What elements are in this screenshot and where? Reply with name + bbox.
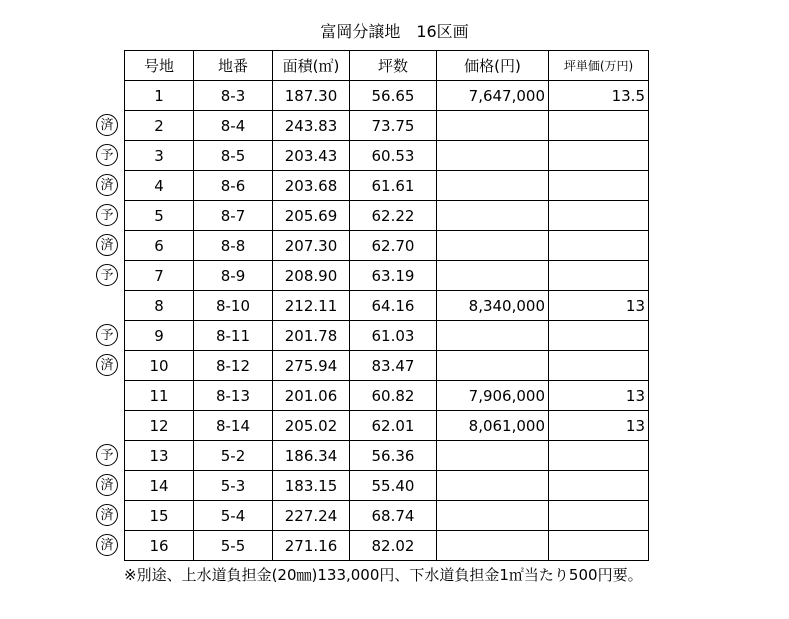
cell-price xyxy=(437,111,549,141)
cell-tsubo: 62.70 xyxy=(350,231,437,261)
cell-price: 8,061,000 xyxy=(437,411,549,441)
cell-tsubo: 63.19 xyxy=(350,261,437,291)
cell-unit-price xyxy=(549,471,649,501)
reserved-mark: 予 xyxy=(96,264,118,286)
sold-mark: 済 xyxy=(96,174,118,196)
cell-lot-number: 15 xyxy=(125,501,194,531)
cell-area: 271.16 xyxy=(273,531,350,561)
cell-unit-price: 13 xyxy=(549,411,649,441)
cell-tsubo: 68.74 xyxy=(350,501,437,531)
status-mark-cell xyxy=(92,80,122,110)
cell-parcel-number: 5-4 xyxy=(194,501,273,531)
cell-unit-price xyxy=(549,111,649,141)
cell-parcel-number: 8-3 xyxy=(194,81,273,111)
cell-lot-number: 14 xyxy=(125,471,194,501)
cell-parcel-number: 8-13 xyxy=(194,381,273,411)
cell-tsubo: 60.82 xyxy=(350,381,437,411)
cell-tsubo: 61.61 xyxy=(350,171,437,201)
cell-parcel-number: 8-11 xyxy=(194,321,273,351)
status-mark-cell xyxy=(92,500,122,530)
table-row xyxy=(125,291,649,321)
cell-unit-price xyxy=(549,261,649,291)
table-row xyxy=(125,531,649,561)
cell-price xyxy=(437,351,549,381)
cell-parcel-number: 8-5 xyxy=(194,141,273,171)
cell-unit-price: 13.5 xyxy=(549,81,649,111)
cell-unit-price xyxy=(549,441,649,471)
cell-price xyxy=(437,171,549,201)
cell-area: 205.69 xyxy=(273,201,350,231)
header-area: 面積(㎡) xyxy=(273,51,350,81)
cell-unit-price: 13 xyxy=(549,381,649,411)
status-mark-cell xyxy=(92,290,122,320)
reserved-mark: 予 xyxy=(96,444,118,466)
cell-area: 183.15 xyxy=(273,471,350,501)
cell-unit-price xyxy=(549,231,649,261)
table-row xyxy=(125,501,649,531)
cell-price xyxy=(437,441,549,471)
cell-unit-price xyxy=(549,171,649,201)
header-lot-number: 号地 xyxy=(125,51,194,81)
lot-table-body xyxy=(125,81,649,561)
header-row xyxy=(125,51,649,81)
cell-tsubo: 83.47 xyxy=(350,351,437,381)
table-row xyxy=(125,471,649,501)
reserved-mark: 予 xyxy=(96,324,118,346)
cell-parcel-number: 8-9 xyxy=(194,261,273,291)
cell-area: 186.34 xyxy=(273,441,350,471)
cell-price xyxy=(437,321,549,351)
table-row xyxy=(125,441,649,471)
sold-mark: 済 xyxy=(96,234,118,256)
table-row xyxy=(125,321,649,351)
cell-price: 7,906,000 xyxy=(437,381,549,411)
cell-area: 205.02 xyxy=(273,411,350,441)
status-mark-cell xyxy=(92,170,122,200)
cell-area: 201.06 xyxy=(273,381,350,411)
header-parcel-number: 地番 xyxy=(194,51,273,81)
status-mark-cell xyxy=(92,320,122,350)
cell-unit-price xyxy=(549,351,649,381)
status-mark-cell xyxy=(92,470,122,500)
cell-area: 203.68 xyxy=(273,171,350,201)
cell-parcel-number: 8-10 xyxy=(194,291,273,321)
cell-unit-price: 13 xyxy=(549,291,649,321)
cell-price xyxy=(437,531,549,561)
cell-area: 187.30 xyxy=(273,81,350,111)
cell-parcel-number: 8-4 xyxy=(194,111,273,141)
lot-table xyxy=(124,50,649,561)
cell-tsubo: 62.01 xyxy=(350,411,437,441)
table-row xyxy=(125,381,649,411)
cell-parcel-number: 8-12 xyxy=(194,351,273,381)
cell-lot-number: 8 xyxy=(125,291,194,321)
cell-tsubo: 82.02 xyxy=(350,531,437,561)
cell-lot-number: 5 xyxy=(125,201,194,231)
status-mark-column xyxy=(92,50,122,560)
cell-tsubo: 62.22 xyxy=(350,201,437,231)
sold-mark: 済 xyxy=(96,504,118,526)
table-row xyxy=(125,411,649,441)
header-tsubo: 坪数 xyxy=(350,51,437,81)
cell-area: 212.11 xyxy=(273,291,350,321)
cell-unit-price xyxy=(549,531,649,561)
cell-lot-number: 13 xyxy=(125,441,194,471)
cell-lot-number: 1 xyxy=(125,81,194,111)
status-mark-list xyxy=(92,80,122,560)
status-mark-cell xyxy=(92,380,122,410)
page-title: 富岡分譲地 16区画 xyxy=(320,22,469,41)
cell-unit-price xyxy=(549,501,649,531)
status-mark-cell xyxy=(92,350,122,380)
cell-tsubo: 61.03 xyxy=(350,321,437,351)
cell-area: 275.94 xyxy=(273,351,350,381)
status-mark-cell xyxy=(92,410,122,440)
status-mark-cell xyxy=(92,260,122,290)
cell-price xyxy=(437,201,549,231)
cell-tsubo: 55.40 xyxy=(350,471,437,501)
cell-unit-price xyxy=(549,201,649,231)
header-unit-price: 坪単価(万円) xyxy=(549,51,649,81)
table-row xyxy=(125,261,649,291)
cell-lot-number: 2 xyxy=(125,111,194,141)
cell-area: 203.43 xyxy=(273,141,350,171)
cell-parcel-number: 5-3 xyxy=(194,471,273,501)
sold-mark: 済 xyxy=(96,354,118,376)
lot-table-header xyxy=(125,51,649,81)
cell-lot-number: 4 xyxy=(125,171,194,201)
cell-price xyxy=(437,141,549,171)
cell-lot-number: 10 xyxy=(125,351,194,381)
table-row xyxy=(125,171,649,201)
cell-lot-number: 9 xyxy=(125,321,194,351)
cell-area: 243.83 xyxy=(273,111,350,141)
footnote: ※別途、上水道負担金(20㎜)133,000円、下水道負担金1㎡当たり500円要。 xyxy=(124,566,643,584)
cell-price xyxy=(437,501,549,531)
reserved-mark: 予 xyxy=(96,204,118,226)
cell-lot-number: 3 xyxy=(125,141,194,171)
cell-parcel-number: 8-7 xyxy=(194,201,273,231)
status-mark-cell xyxy=(92,230,122,260)
table-row xyxy=(125,81,649,111)
status-mark-cell xyxy=(92,110,122,140)
cell-lot-number: 12 xyxy=(125,411,194,441)
reserved-mark: 予 xyxy=(96,144,118,166)
cell-parcel-number: 8-6 xyxy=(194,171,273,201)
table-row xyxy=(125,141,649,171)
cell-area: 207.30 xyxy=(273,231,350,261)
cell-parcel-number: 8-14 xyxy=(194,411,273,441)
status-mark-cell xyxy=(92,200,122,230)
cell-parcel-number: 8-8 xyxy=(194,231,273,261)
table-row xyxy=(125,111,649,141)
cell-price xyxy=(437,471,549,501)
table-row xyxy=(125,201,649,231)
cell-tsubo: 64.16 xyxy=(350,291,437,321)
cell-price: 7,647,000 xyxy=(437,81,549,111)
sold-mark: 済 xyxy=(96,474,118,496)
header-price: 価格(円) xyxy=(437,51,549,81)
cell-area: 227.24 xyxy=(273,501,350,531)
sold-mark: 済 xyxy=(96,534,118,556)
cell-lot-number: 16 xyxy=(125,531,194,561)
cell-unit-price xyxy=(549,321,649,351)
cell-unit-price xyxy=(549,141,649,171)
cell-lot-number: 7 xyxy=(125,261,194,291)
cell-price xyxy=(437,261,549,291)
status-mark-cell xyxy=(92,530,122,560)
cell-tsubo: 73.75 xyxy=(350,111,437,141)
cell-tsubo: 56.36 xyxy=(350,441,437,471)
cell-lot-number: 6 xyxy=(125,231,194,261)
cell-price: 8,340,000 xyxy=(437,291,549,321)
status-mark-header-spacer xyxy=(92,50,122,80)
table-row xyxy=(125,231,649,261)
cell-parcel-number: 5-5 xyxy=(194,531,273,561)
status-mark-cell xyxy=(92,140,122,170)
cell-area: 208.90 xyxy=(273,261,350,291)
cell-parcel-number: 5-2 xyxy=(194,441,273,471)
status-mark-cell xyxy=(92,440,122,470)
cell-lot-number: 11 xyxy=(125,381,194,411)
cell-price xyxy=(437,231,549,261)
cell-area: 201.78 xyxy=(273,321,350,351)
table-row xyxy=(125,351,649,381)
cell-tsubo: 56.65 xyxy=(350,81,437,111)
cell-tsubo: 60.53 xyxy=(350,141,437,171)
sold-mark: 済 xyxy=(96,114,118,136)
